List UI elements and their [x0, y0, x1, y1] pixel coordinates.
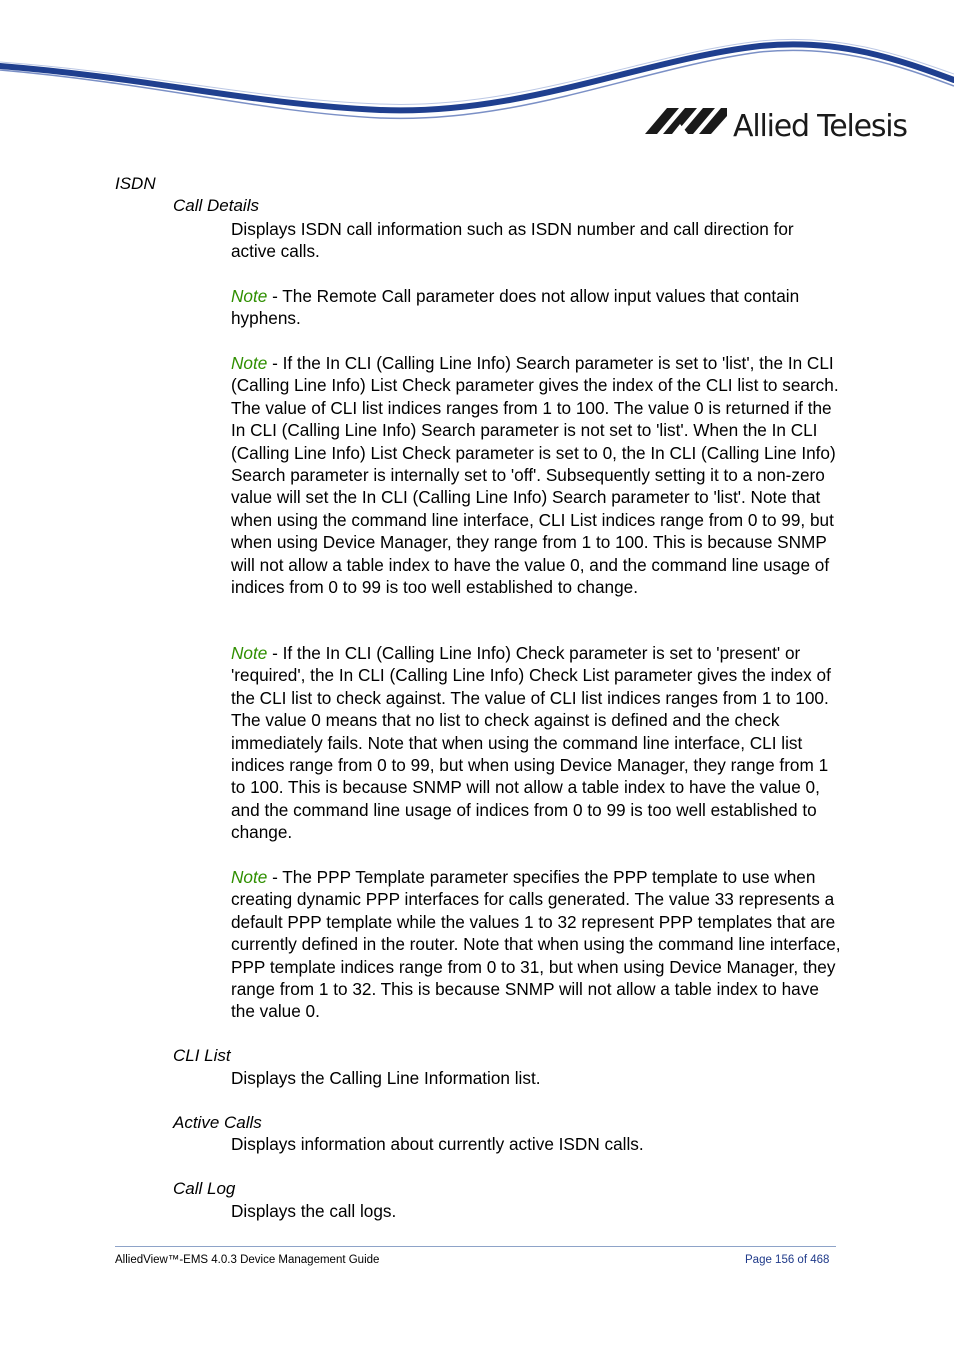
note-remote-call — [231, 285, 843, 330]
note-label: Note — [231, 353, 268, 373]
active-calls-description: Displays information about currently active ISDN calls. — [231, 1134, 644, 1154]
page-header — [0, 0, 954, 160]
note-label: Note — [231, 867, 268, 887]
call-log-description: Displays the call logs. — [231, 1201, 397, 1221]
allied-telesis-mark-icon — [645, 108, 727, 134]
cli-list-description: Displays the Calling Line Information list. — [231, 1068, 541, 1088]
footer-page-number: Page 156 of 468 — [745, 1254, 830, 1266]
call-log-heading: Call Log — [173, 1179, 236, 1198]
note-label: Note — [231, 643, 268, 663]
note-cli-search — [231, 352, 843, 598]
note-text: - If the In CLI (Calling Line Info) Check parameter is set to 'present' or 'required', the In CLI (Calling Line Info) Check List parameter gives the index of the CLI list to check against. The value of CLI list indices ranges from 1 to 100. The value 0 means that no list to check against is defined and the check immediately fails. Note that when using the command line interface, CLI list indices range from 0 to 99, but when using Device Manager, they range from 1 to 100. This is because SNMP will not allow a table index to have the value 0, and the command line usage of indices from 0 to 99 is too well established to change. — [231, 643, 831, 843]
cli-list-heading: CLI List — [173, 1046, 231, 1065]
brand-logo — [645, 108, 905, 148]
note-cli-check — [231, 642, 843, 844]
active-calls-heading: Active Calls — [173, 1113, 262, 1132]
note-text: - The PPP Template parameter specifies the PPP template to use when creating dynamic PPP interfaces for calls generated. The value 33 represents a default PPP template while the values 1 to 32 represent PPP templates that are currently defined in the router. Note that when using the command line interface, PPP template indices range from 0 to 31, but when using Device Manager, they range from 1 to 32. This is because SNMP will not allow a table index to have the value 0. — [231, 867, 841, 1022]
call-details-description: Displays ISDN call information such as ISDN number and call direction for active calls. — [231, 219, 794, 262]
footer-divider — [115, 1246, 836, 1247]
note-ppp-template — [231, 866, 843, 1023]
note-label: Note — [231, 286, 268, 306]
section-title: ISDN — [115, 174, 156, 193]
footer-document-title: AlliedView™-EMS 4.0.3 Device Management Guide — [115, 1254, 380, 1266]
brand-name: Allied Telesis — [733, 109, 907, 144]
call-details-heading: Call Details — [173, 196, 259, 215]
note-text: - The Remote Call parameter does not allow input values that contain hyphens. — [231, 286, 800, 329]
note-text: - If the In CLI (Calling Line Info) Search parameter is set to 'list', the In CLI (Calling Line Info) List Check parameter gives the index of the CLI list to search. The value of CLI list indices ranges from 1 to 100. The value 0 is returned if the In CLI (Calling Line Info) Search parameter is not set to 'list'. When the In CLI (Calling Line Info) List Check parameter is set to 0, the In CLI (Calling Line Info) Search parameter is internally set to 'off'. Subsequently setting it to a non-zero value will set the In CLI (Calling Line Info) Search parameter to 'list'. Note that when using the command line interface, CLI List indices range from 0 to 99, but when using Device Manager, they range from 1 to 100. This is because SNMP will not allow a table index to have the value 0, and the command line usage of indices from 0 to 99 is too well established to change. — [231, 353, 839, 598]
